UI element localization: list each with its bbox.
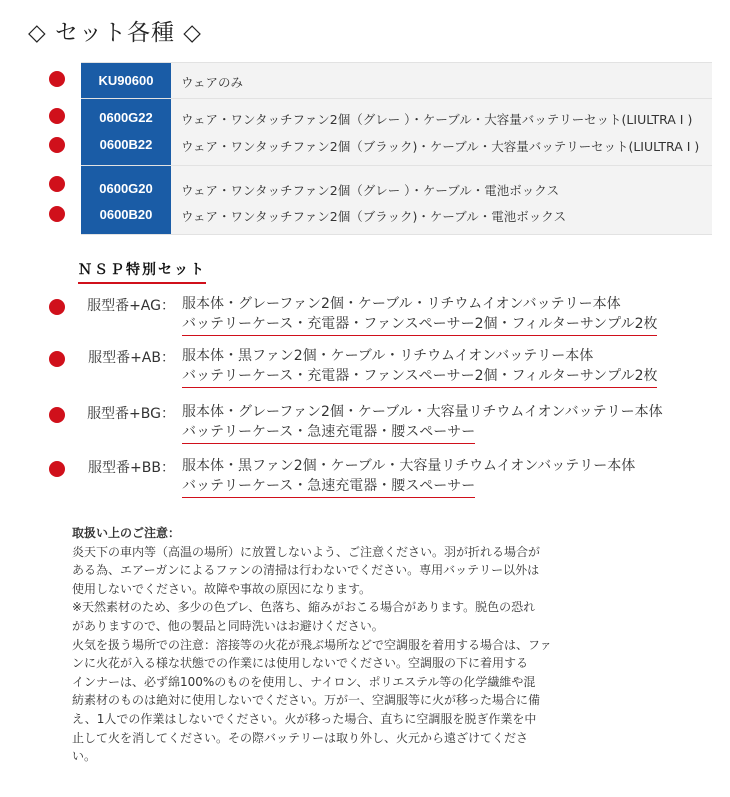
bullet-dot-icon	[49, 351, 65, 367]
set-code: 0600G22	[99, 110, 153, 125]
set-group	[81, 98, 712, 166]
set-description: ウェア・ワンタッチファン2個（ブラック)・ケーブル・電池ボックス	[181, 209, 567, 224]
notes-line: 紡素材のものは絶対に使用しないでください。万が一、空調服等に火が移った場合に備	[72, 693, 541, 708]
nsp-item-line1: 服本体・黒ファン2個・ケーブル・リチウムイオンバッテリー本体	[182, 348, 594, 364]
bullet-dot-icon	[49, 299, 65, 315]
nsp-item-line2: バッテリーケース・急速充電器・腰スペーサー	[182, 422, 475, 444]
nsp-item-line1: 服本体・黒ファン2個・ケーブル・大容量リチウムイオンバッテリー本体	[182, 458, 636, 474]
page-title: ◇ セット各種 ◇	[28, 20, 202, 46]
set-code: 0600B22	[99, 137, 153, 152]
handling-notes	[72, 524, 572, 766]
nsp-item-label: 服型番+AG：	[87, 298, 175, 314]
set-description: ウェア・ワンタッチファン2個（グレー ）・ケーブル・大容量バッテリーセット(LIULTRA I )	[181, 112, 693, 127]
notes-line: え、1人での作業はしないでください。火が移った場合、直ちに空調服を脱ぎ作業を中	[72, 711, 537, 726]
set-code: KU90600	[98, 73, 154, 88]
notes-line: 炎天下の車内等（高温の場所）に放置しないよう、ご注意ください。羽が折れる場合が	[72, 544, 541, 559]
nsp-item-line2: バッテリーケース・充電器・ファンスペーサー2個・フィルターサンプル2枚	[182, 314, 657, 336]
code-cell	[81, 99, 171, 165]
notes-line: い。	[72, 749, 97, 764]
bullet-dot-icon	[49, 108, 65, 124]
set-group	[81, 62, 712, 100]
nsp-item-line1: 服本体・グレーファン2個・ケーブル・リチウムイオンバッテリー本体	[182, 296, 621, 312]
notes-heading: 取扱い上のご注意：	[72, 526, 181, 540]
nsp-item-label: 服型番+BG：	[87, 406, 175, 422]
set-group	[81, 165, 712, 235]
bullet-dot-icon	[49, 137, 65, 153]
code-cell	[81, 166, 171, 234]
set-description: ウェア・ワンタッチファン2個（ブラック)・ケーブル・大容量バッテリーセット(LIULTRA I )	[181, 139, 700, 154]
bullet-dot-icon	[49, 407, 65, 423]
bullet-dot-icon	[49, 71, 65, 87]
nsp-heading: ＮＳＰ特別セット	[78, 259, 206, 284]
bullet-dot-icon	[49, 176, 65, 192]
notes-line: ※天然素材のため、多少の色ブレ、色落ち、縮みがおこる場合があります。脱色の恐れ	[72, 600, 536, 615]
nsp-item-line2: バッテリーケース・充電器・ファンスペーサー2個・フィルターサンプル2枚	[182, 366, 657, 388]
nsp-item-line1: 服本体・グレーファン2個・ケーブル・大容量リチウムイオンバッテリー本体	[182, 404, 663, 420]
notes-line: インナーは、必ず綿100%のものを使用し、ナイロン、ポリエステル等の化学繊維や混	[72, 674, 536, 689]
nsp-item-label: 服型番+BB：	[88, 460, 175, 476]
notes-line: ンに火花が入る様な状態での作業には使用しないでください。空調服の下に着用する	[72, 656, 529, 671]
set-code: 0600G20	[99, 181, 153, 196]
notes-line: 火気を扱う場所での注意：溶接等の火花が飛ぶ場所などで空調服を着用する場合は、ファ	[72, 637, 552, 652]
set-description: ウェアのみ	[181, 75, 244, 90]
notes-line: 使用しないでください。故障や事故の原因になります。	[72, 581, 372, 596]
nsp-item-label: 服型番+AB：	[88, 350, 175, 366]
notes-line: 止して火を消してください。その際バッテリーは取り外し、火元から遠ざけてくださ	[72, 730, 529, 745]
set-code: 0600B20	[99, 207, 153, 222]
bullet-dot-icon	[49, 461, 65, 477]
set-description: ウェア・ワンタッチファン2個（グレー ）・ケーブル・電池ボックス	[181, 183, 560, 198]
notes-line: がありますので、他の製品と同時洗いはお避けください。	[72, 618, 384, 633]
bullet-dot-icon	[49, 206, 65, 222]
nsp-item-line2: バッテリーケース・急速充電器・腰スペーサー	[182, 476, 475, 498]
notes-line: ある為、エアーガンによるファンの清掃は行わないでください。専用バッテリー以外は	[72, 563, 540, 578]
